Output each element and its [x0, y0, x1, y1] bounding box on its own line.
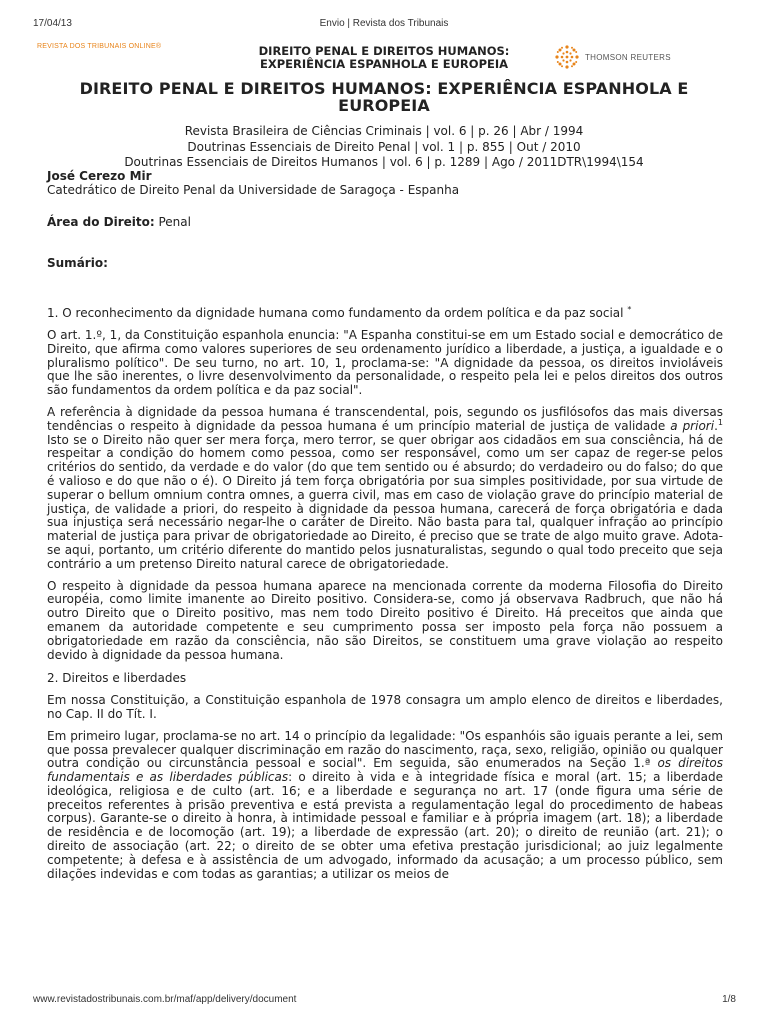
paragraph: A referência à dignidade da pessoa humana é transcendental, pois, segundo os jusfilósofos das mais diversas tendências o respeito à dignidade da pessoa humana é um princípio material de justiça de validade a priori.$^1$ Isto se o Direito não quer ser mera força, mero terror, se quer obrigar aos cidadãos em sua consciência, há de respeitar a condição do homem como pessoa, como ser responsável, como um ser capaz de reger-se pelos critérios do sentido, da verdade e do valor (do que tem sentido ou é absurdo; do verdadeiro ou do falso; do que é valioso e do que não o é). O Direito já tem força obrigatória por sua simples positividade, por sua virtude de superar o bellum omnium contra omnes, a guerra civil, mas em caso de violação grave do princípio material de justiça, de validade a priori, do respeito à dignidade da pessoa humana, carecerá de força obrigatória e dada sua injustiça será necessário negar-lhe o caráter de Direito. Não basta para tal, qualquer infração ao princípio material de justiça para privar de obrigatoriedade ao Direito, é preciso que se trate de algo muito grave. Adota-se aqui, portanto, um critério diferente do mantido pelos jusnaturalistas, segundo o qual todo preceito que seja contrário a um pretenso Direito natural carece de obrigatoriedade.: [47, 404, 723, 571]
section-2-heading: 2. Direitos e liberdades: [47, 671, 187, 686]
author-affiliation: Catedrático de Direito Penal da Universidade de Saragoça - Espanha: [47, 182, 460, 197]
print-page-count: 1/8: [722, 994, 736, 1005]
summary-label: Sumário:: [47, 256, 108, 271]
document-title: DIREITO PENAL E DIREITOS HUMANOS: EXPERIÊNCIA ESPANHOLA E EUROPEIA: [79, 79, 689, 115]
paragraph: Em primeiro lugar, proclama-se no art. 14 o princípio da legalidade: "Os espanhóis são iguais perante a lei, sem que possa prevalecer qualquer discriminação em razão do nascimento, raça, sexo, religião, opinião ou qualquer outra condição ou circunstância pessoal e social". Em seguida, são enumerados na Seção 1.ª os direitos fundamentais e as liberdades públicas: o direito à vida e à integridade física e moral (art. 15; a liberdade ideológica, religiosa e de culto (art. 16; e a liberdade e segurança no art. 17 (onde figura uma série de preceitos referentes à prisão preventiva e está prevista a regulamentação legal do procedimento de habeas corpus). Garante-se o direito à honra, à intimidade pessoal e familiar e à própria imagem (art. 18); a liberdade de residência e de locomoção (art. 19); a liberdade de expressão (art. 20); o direito de reunião (art. 21); o direito de associação (art. 22; o direito de se obter uma efetiva prestação jurisdicional; ao juiz legalmente competente; à defesa e à assistência de um advogado, informado da acusação; a um processo público, sem dilações indevidas e com todas as garantias; a utilizar os meios de: [47, 728, 724, 881]
thomson-reuters-logo: [554, 44, 671, 70]
thomson-reuters-globe-icon: [554, 44, 580, 70]
print-tab-title: Envio | Revista dos Tribunais: [319, 18, 449, 29]
author-name: José Cerezo Mir: [47, 169, 152, 183]
citations: [60, 124, 708, 171]
document-body: [47, 170, 723, 881]
citation-line: Doutrinas Essenciais de Direitos Humanos | vol. 6 | p. 1289 | Ago / 2011DTR\1994\154: [124, 155, 644, 169]
paragraph: O art. 1.º, 1, da Constituição espanhola enuncia: "A Espanha constitui-se em um Estado social e democrático de Direito, que afirma como valores superiores de seu ordenamento jurídico a liberdade, a justiça, a igualdade e o pluralismo político". De seu turno, no art. 10, 1, proclama-se: "A dignidade da pessoa, os direitos invioláveis que lhe são inerentes, o livre desenvolvimento da personalidade, o respeito pela lei e pelos direitos dos outros são fundamentos da ordem política e da paz social".: [47, 327, 723, 398]
paragraph: O respeito à dignidade da pessoa humana aparece na mencionada corrente da moderna Filosofia do Direito européia, como limite imanente ao Direito positivo. Considera-se, como já observava Radbruch, que não há outro Direito que o Direito positivo, mas nem todo Direito positivo é Direito. Há preceitos que ainda que emanem da autoridade competente e seu cumprimento possa ser imposto pela força não possuem a obrigatoriedade em razão da consciência, não são Direitos, se constituem uma grave violação ao respeito devido à dignidade da pessoa humana.: [47, 578, 723, 662]
thomson-reuters-wordmark: THOMSON REUTERS: [585, 52, 671, 62]
running-title-line-2: EXPERIÊNCIA ESPANHOLA E EUROPEIA: [259, 57, 509, 71]
print-date: 17/04/13: [33, 18, 72, 29]
law-area-label: Área do Direito:: [47, 214, 155, 229]
print-url: www.revistadostribunais.com.br/maf/app/delivery/document: [33, 994, 297, 1005]
paragraph: Em nossa Constituição, a Constituição espanhola de 1978 consagra um amplo elenco de direitos e liberdades, no Cap. II do Tít. I.: [47, 693, 723, 721]
footnote-marker[interactable]: *: [627, 305, 632, 315]
running-title-line-1: DIREITO PENAL E DIREITOS HUMANOS:: [258, 44, 510, 58]
rt-online-logo: REVISTA DOS TRIBUNAIS ONLINE®: [37, 43, 162, 50]
footnote-marker[interactable]: 1: [717, 417, 723, 427]
law-area: [47, 216, 723, 230]
section-1-heading: 1. O reconhecimento da dignidade humana como fundamento da ordem política e da paz social *: [47, 305, 632, 321]
law-area-value: Penal: [154, 214, 191, 229]
citation-line: Doutrinas Essenciais de Direito Penal | vol. 1 | p. 855 | Out / 2010: [187, 139, 581, 154]
citation-line: Revista Brasileira de Ciências Criminais | vol. 6 | p. 26 | Abr / 1994: [184, 124, 584, 138]
